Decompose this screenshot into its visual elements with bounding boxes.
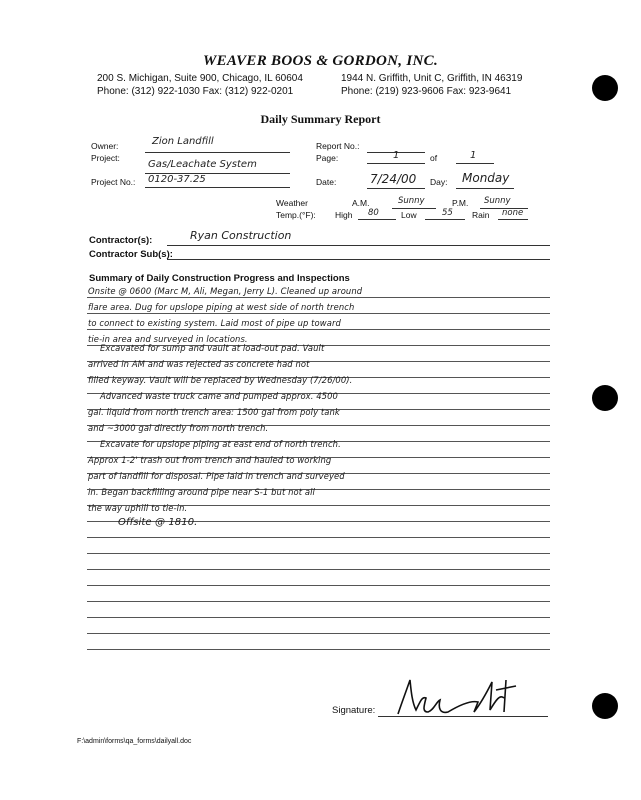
summary-rule-line [87,297,550,298]
right-address: 1944 N. Griffith, Unit C, Griffith, IN 46319 [341,73,523,84]
high-value: 80 [368,208,379,218]
summary-line: in. Began backfilling around pipe near S-1 but not all [88,487,315,497]
binder-hole-middle [592,385,618,411]
day-value: Monday [462,171,510,185]
owner-value: Zion Landfill [152,136,214,147]
summary-rule-line [87,585,550,586]
summary-line: and ~3000 gal directly from north trench. [88,423,269,433]
summary-line: filled keyway. Vault will be replaced by Wednesday (7/26/00). [88,375,353,385]
project-no-value: 0120-37.25 [148,174,206,185]
day-label: Day: [430,177,448,187]
contractor-label: Contractor(s): [89,235,153,246]
contractor-sub-label: Contractor Sub(s): [89,249,173,260]
signature-image [378,672,538,720]
summary-line: Approx 1-2' trash out from trench and hauled to working [88,455,332,465]
summary-line: flare area. Dug for upslope piping at west side of north trench [88,302,355,312]
summary-line: Offsite @ 1810. [118,517,198,528]
am-value: Sunny [398,196,425,206]
summary-rule-line [87,329,550,330]
summary-rule-line [87,617,550,618]
report-title: Daily Summary Report [260,112,381,126]
page-label: Page: [316,153,339,163]
summary-line: Excavate for upslope piping at east end of north trench. [100,439,341,449]
summary-rule-line [87,569,550,570]
summary-line: Onsite @ 0600 (Marc M, Ali, Megan, Jerry L). Cleaned up around [88,286,363,296]
weather-label: Weather [276,198,308,208]
summary-rule-line [87,553,550,554]
pm-label: P.M. [452,198,469,208]
binder-hole-top [592,75,618,101]
summary-rule-line [87,537,550,538]
right-phone: Phone: (219) 923-9606 Fax: 923-9641 [341,86,512,97]
summary-heading: Summary of Daily Construction Progress and Inspections [89,273,350,284]
summary-line: tie-in area and surveyed in locations. [88,334,248,344]
date-value: 7/24/00 [370,172,417,186]
summary-line: gal. liquid from north trench area: 1500 gal from poly tank [88,407,340,417]
temp-label: Temp.(°F): [276,210,316,220]
low-value: 55 [442,208,453,218]
summary-line: Excavated for sump and vault at load-out pad. Vault [100,343,325,353]
summary-line: the way uphill to tie-in. [88,503,188,513]
of-value: 1 [470,150,477,161]
summary-rule-line [87,313,550,314]
file-path: F:\admin\forms\qa_forms\dailyall.doc [77,738,192,745]
rain-label: Rain [472,210,490,220]
binder-hole-bottom [592,693,618,719]
rain-value: none [502,208,524,218]
company-name: WEAVER BOOS & GORDON, INC. [202,53,439,69]
contractor-value: Ryan Construction [190,229,292,242]
summary-rule-line [87,649,550,650]
report-no-label: Report No.: [316,141,360,151]
high-label: High [335,210,353,220]
summary-line: Advanced waste truck came and pumped approx. 4500 [100,391,338,401]
project-value: Gas/Leachate System [148,159,257,170]
summary-line: arrived in AM and was rejected as concrete had not [88,359,310,369]
page-value: 1 [393,150,400,161]
of-label: of [430,153,438,163]
project-label: Project: [91,153,120,163]
summary-rule-line [87,633,550,634]
left-address: 200 S. Michigan, Suite 900, Chicago, IL 60604 [97,73,303,84]
date-label: Date: [316,177,337,187]
pm-value: Sunny [484,196,511,206]
summary-line: part of landfill for disposal. Pipe laid in trench and surveyed [88,471,345,481]
left-phone: Phone: (312) 922-1030 Fax: (312) 922-0201 [97,86,294,97]
summary-line: to connect to existing system. Laid most of pipe up toward [88,318,341,328]
am-label: A.M. [352,198,370,208]
summary-rule-line [87,601,550,602]
signature-label: Signature: [332,705,376,716]
project-no-label: Project No.: [91,177,136,187]
owner-label: Owner: [91,141,119,151]
low-label: Low [401,210,417,220]
